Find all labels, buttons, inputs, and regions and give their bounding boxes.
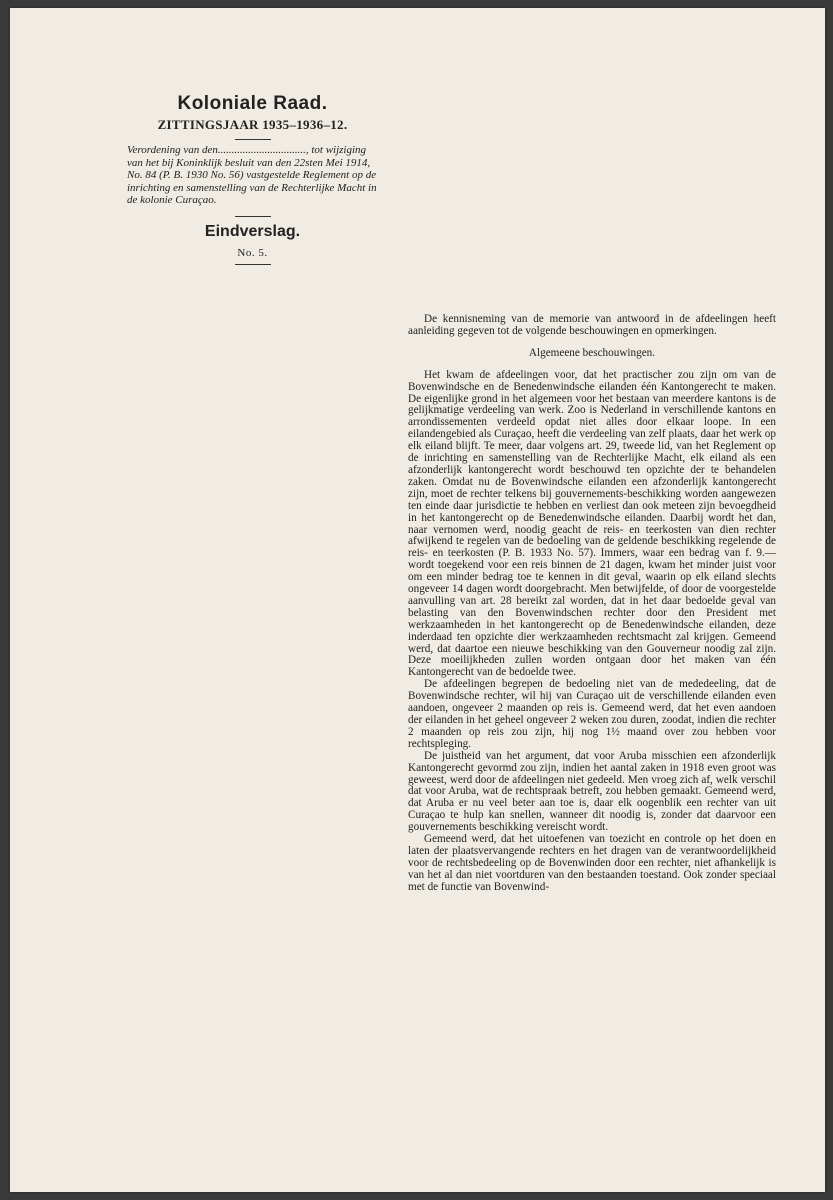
body-paragraph: Gemeend werd, dat het uitoefenen van toezicht en controle op het doen en laten der plaatsvervangende rechters en het dragen van de verantwoordelijkheid voor de rechtsbedeeling op de Bovenwinden door een rechter, niet afhankelijk is van het al dan niet voortduren van den bestaanden toestand. Ook zonder speciaal met de functie van Bovenwind- [408,833,776,893]
body-paragraph: De afdeelingen begrepen de bedoeling niet van de mededeeling, dat de Bovenwindsche rechter, wil hij van Curaçao uit de verschillende eilanden even aandoen, ongeveer 2 maanden op reis is. Gemeend werd, dat het even aandoen der eilanden in het geheel ongeveer 2 weken zou duren, zoodat, indien die rechter 2 maanden op reis zou zijn, hij nog 1½ maand over zou hebben voor rechtspleging. [408,678,776,750]
council-title: Koloniale Raad. [177,93,328,114]
body-paragraph: De juistheid van het argument, dat voor Aruba misschien een afzonderlijk Kantongerecht gevormd zou zijn, indien het aantal zaken in 1918 even groot was geweest, werd door de afdeelingen niet gedeeld. Men vroeg zich af, welk verschil dat voor Aruba, wat de rechtspraak betreft, zou hebben gemaakt. Gemeend werd, dat Aruba er nu veel beter aan toe is, daar elk oogenblik een rechter van uit Curaçao te hulp kan snellen, wanneer dit noodig is, zonder dat daarvoor een gouvernements beschikking vereischt wordt. [408,749,776,834]
report-number: No. 5. [237,246,268,259]
divider [235,139,271,140]
intro-paragraph: De kennisneming van de memorie van antwoord in de afdeelingen heeft aanleiding gegeven tot de volgende beschouwingen en opmerkingen. [408,313,776,337]
report-body [408,314,776,894]
title-block [125,93,380,269]
body-paragraph: Het kwam de afdeelingen voor, dat het practischer zou zijn om van de Bovenwindsche en de Benedenwindsche eilanden één Kantongerecht te maken. De eigenlijke grond in het algemeen voor het bestaan van meerdere kantons is de gelijkmatige verdeeling van werk. Zoo is Nederland in verschillende kantons en arrondissementen verdeeld opdat niet alles door elkaar loope. In een eilandengebied als Curaçao, heeft die verdeeling van zelf plaats, daar het werk op elk eiland blijft. Te meer, daar volgens art. 29, tweede lid, van het Reglement op de inrichting en samenstelling van de Rechterlijke Macht, elk eiland als een afzonderlijk kantongerecht wordt beschouwd ten opzichte der te behandelen zaken. Omdat nu de Bovenwindsche eilanden een afzonderlijk kantongerecht zijn, moet de rechter telkens bij gouvernements-beschikking worden aangewezen ten einde daar jurisdictie te hebben en verliest dan ook meteen zijn bevoegdheid in het kantongerecht op de Benedenwindsche eilanden. Daarbij wordt het dan, naar vernomen werd, noodig geacht de reis- en teerkosten van dien rechter afwijkend te regelen van de bedoeling van de geldende beschikking regelende de reis- en teerkosten (P. B. 1933 No. 57). Immers, waar een bedrag van f. 9.— wordt toegekend voor een reis binnen de 21 dagen, kwam het minder juist voor om een minder bedrag toe te kennen in dit geval, waarin op elk eiland slechts ongeveer 14 dagen wordt doorgebracht. Men betwijfelde, of door de voorgestelde aanvulling van art. 28 bereikt zal worden, dat in het daar bedoelde geval van belasting van den Bovenwindschen rechter door den President met werkzaamheden in het kantongerecht op de Benedenwindsche eilanden, deze inderdaad ten opzichte dier werkzaamheden rechtsmacht zal krijgen. Gemeend werd, dat daartoe een nieuwe beschikking van den Gouverneur noodig zal zijn. Deze moeilijkheden zullen worden ontgaan door het maken van één Kantongerecht van de bedoelde twee. [408,368,776,679]
ordinance-description: Verordening van den................................, tot wijziging van het bij Koninklijk besluit van den 22sten Mei 1914, No. 84 (P. B. 1930 No. 56) vastgestelde Reglement op de inrichting en samenstelling van de Rechterlijke Macht in de kolonie Curaçao. [127,144,377,206]
report-title: Eindverslag. [204,222,301,240]
section-heading: Algemeene beschouwingen. [528,346,656,359]
session-year: ZITTINGSJAAR 1935–1936–12. [157,117,348,132]
divider [235,264,271,265]
document-page [10,8,825,1192]
divider [235,216,271,217]
